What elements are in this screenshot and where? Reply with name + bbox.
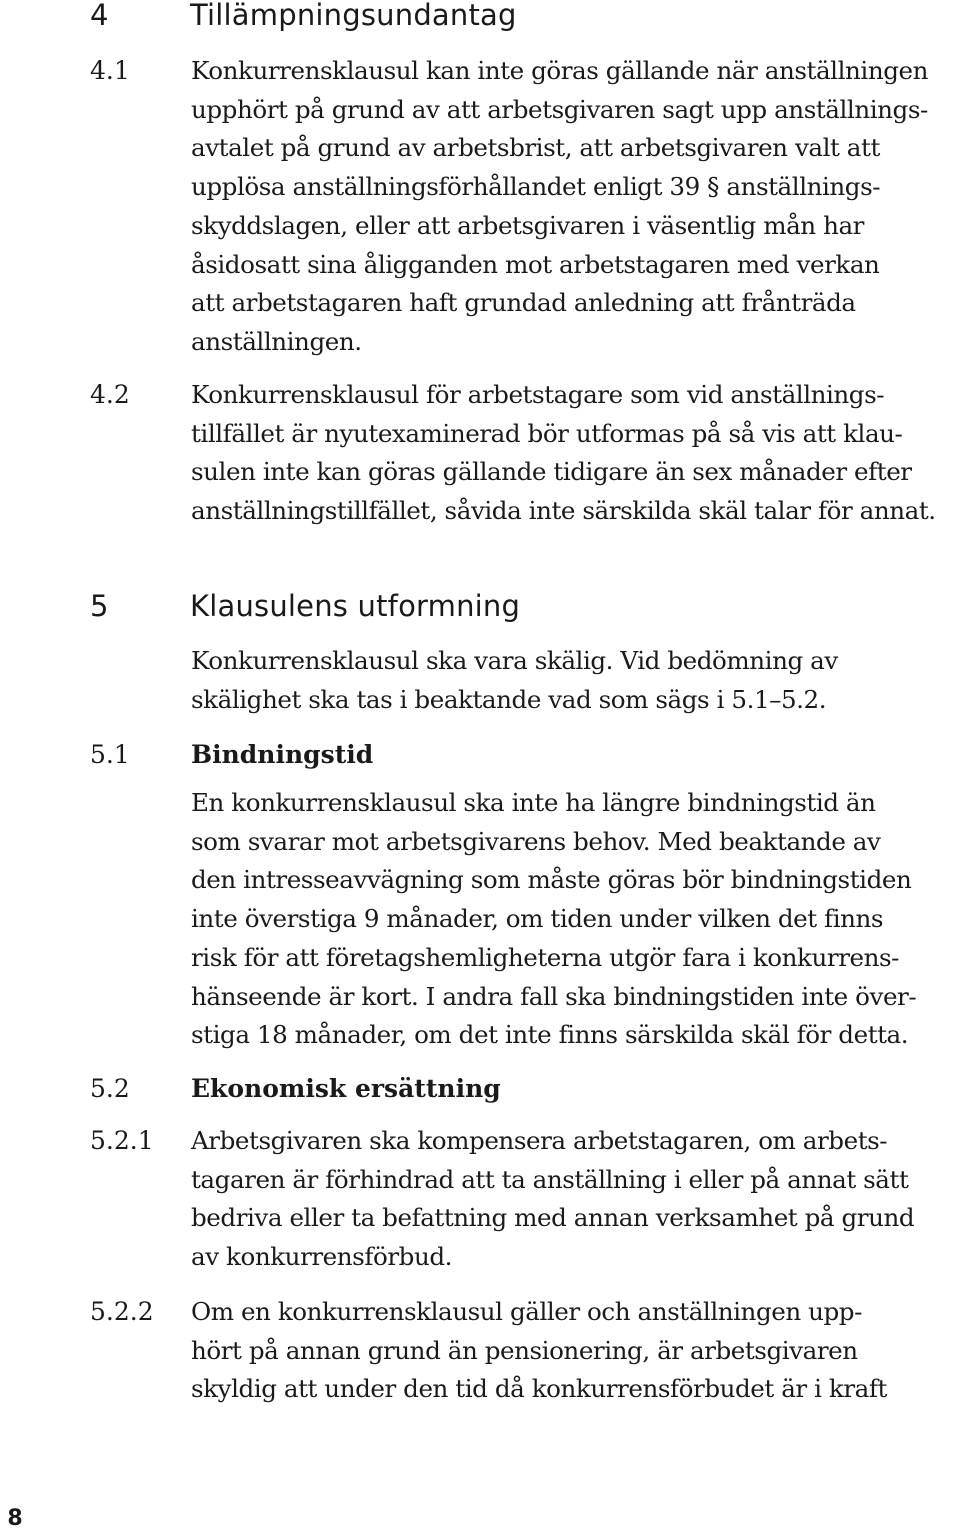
- text-line: att arbetstagaren haft grundad anledning att frånträda: [191, 288, 856, 318]
- text-line: anställningstillfället, såvida inte särskilda skäl talar för annat.: [191, 496, 936, 526]
- paragraph-text: [191, 52, 960, 362]
- text-line: skyldig att under den tid då konkurrensförbudet är i kraft: [191, 1374, 887, 1404]
- text-line: avtalet på grund av arbetsbrist, att arbetsgivaren valt att: [191, 133, 880, 163]
- section-title: Tillämpningsundantag: [190, 0, 517, 32]
- text-line: Konkurrensklausul ska vara skälig. Vid bedömning av: [191, 646, 838, 675]
- text-line: En konkurrensklausul ska inte ha längre bindningstid än: [191, 788, 876, 817]
- text-line: åsidosatt sina åligganden mot arbetstagaren med verkan: [191, 249, 880, 279]
- paragraph-text: [191, 1293, 960, 1409]
- text-line: skyddslagen, eller att arbetsgivaren i väsentlig mån har: [191, 210, 864, 240]
- subsection-title: Bindningstid: [191, 740, 374, 769]
- paragraph-text: [191, 1122, 960, 1277]
- section-number: 5: [90, 589, 109, 623]
- text-line: skälighet ska tas i beaktande vad som sägs i 5.1–5.2.: [191, 684, 827, 714]
- text-line: av konkurrensförbud.: [191, 1242, 453, 1272]
- text-line: Arbetsgivaren ska kompensera arbetstagaren, om arbets-: [191, 1126, 888, 1155]
- subsection-5-2-heading: [90, 1070, 501, 1109]
- text-line: Om en konkurrensklausul gäller och anställningen upp-: [191, 1297, 862, 1326]
- text-line: sulen inte kan göras gällande tidigare än sex månader efter: [191, 457, 912, 487]
- text-line: upplösa anställningsförhållandet enligt 39 § anställnings-: [191, 172, 881, 202]
- text-line: hänseende är kort. I andra fall ska bindningstiden inte över-: [191, 981, 917, 1011]
- subsection-5-1-heading: [90, 736, 373, 775]
- text-line: som svarar mot arbetsgivarens behov. Med beaktande av: [191, 826, 881, 856]
- text-line: den intresseavvägning som måste göras bör bindningstiden: [191, 865, 912, 895]
- text-line: risk för att företagshemligheterna utgör fara i konkurrens-: [191, 942, 900, 972]
- paragraph-text: [191, 642, 960, 719]
- paragraph-number: 5.2.2: [90, 1297, 154, 1326]
- text-line: tillfället är nyutexaminerad bör utformas på så vis att klau-: [191, 418, 903, 448]
- paragraph-text: [191, 376, 960, 531]
- text-line: bedriva eller ta befattning med annan verksamhet på grund: [191, 1203, 915, 1233]
- section-title: Klausulens utformning: [190, 589, 521, 623]
- paragraph-number: 4.2: [90, 380, 130, 409]
- section-4-heading: [90, 0, 517, 32]
- page-number: 8: [7, 1506, 23, 1531]
- text-line: hört på annan grund än pensionering, är arbetsgivaren: [191, 1335, 858, 1365]
- subsection-number: 5.1: [90, 740, 130, 769]
- paragraph-number: 4.1: [90, 56, 130, 85]
- text-line: inte överstiga 9 månader, om tiden under vilken det finns: [191, 904, 884, 934]
- text-line: Konkurrensklausul kan inte göras gällande när anställningen: [191, 56, 928, 85]
- text-line: tagaren är förhindrad att ta anställning i eller på annat sätt: [191, 1164, 909, 1194]
- section-5-heading: [90, 589, 520, 623]
- text-line: anställningen.: [191, 326, 362, 356]
- section-number: 4: [90, 0, 109, 32]
- subsection-title: Ekonomisk ersättning: [191, 1074, 501, 1103]
- text-line: upphört på grund av att arbetsgivaren sagt upp anställnings-: [191, 94, 928, 124]
- paragraph-number: 5.2.1: [90, 1126, 154, 1155]
- text-line: stiga 18 månader, om det inte finns särskilda skäl för detta.: [191, 1020, 909, 1050]
- subsection-number: 5.2: [90, 1074, 130, 1103]
- text-line: Konkurrensklausul för arbetstagare som vid anställnings-: [191, 380, 885, 409]
- paragraph-text: [191, 784, 960, 1055]
